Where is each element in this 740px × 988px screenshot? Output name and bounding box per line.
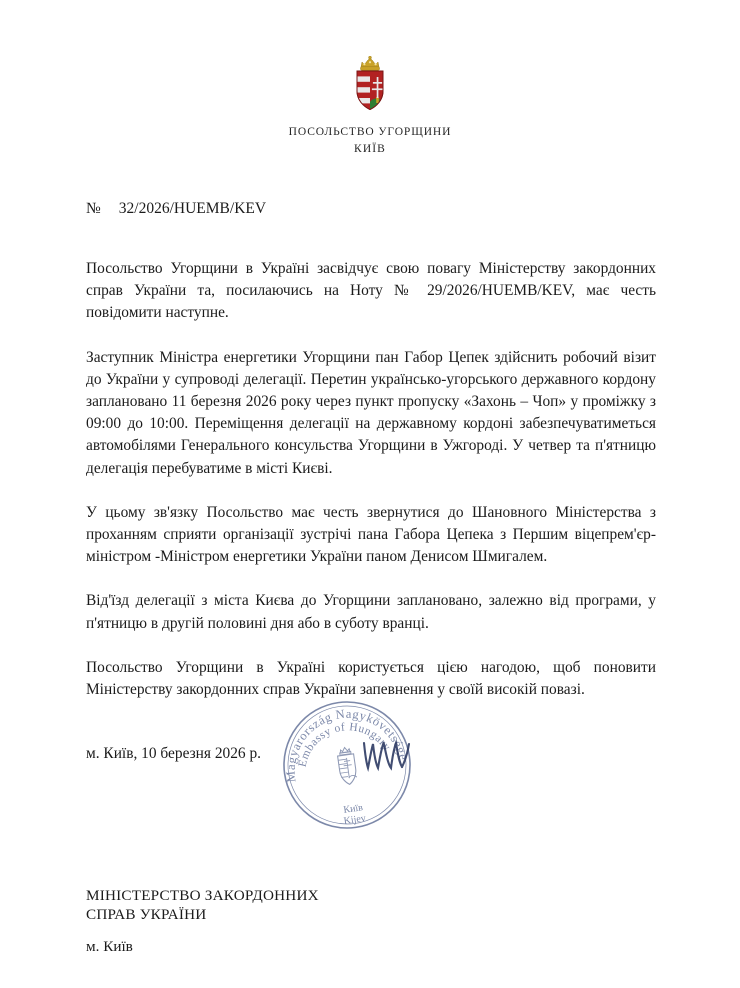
letterhead (0, 56, 740, 157)
reference-number (86, 200, 266, 218)
seal-city-hungarian: Kijev (342, 812, 367, 827)
embassy-seal-stamp (276, 694, 418, 836)
date-line: м. Київ, 10 березня 2026 р. (86, 745, 262, 762)
svg-text:Magyarország Nagykövetsége (276, 699, 412, 784)
seal-text-outer: Magyarország Nagykövetsége (283, 706, 411, 783)
body-paragraph-3: У цьому зв'язку Посольство має честь звернутися до Шановного Міністерства з проханням сприяти організації зустрічі пана Габора Цепека з Першим віцепрем'єр-міністром -Міністром енергетики України паном Денисом Шмигалем. (86, 503, 656, 566)
letterhead-organization: ПОСОЛЬСТВО УГОРЩИНИ (288, 126, 452, 138)
addressee-organization-line-2: СПРАВ УКРАЇНИ (86, 906, 207, 923)
svg-text:Embassy of Hungary (291, 715, 394, 770)
body-paragraph-5: Посольство Угорщини в Україні користується цією нагодою, щоб поновити Міністерству закордонних справ України запевнення у своїй високій повазі. (86, 658, 656, 699)
addressee-city: м. Київ (86, 938, 133, 955)
reference-number-value: 32/2026/HUEMB/KEV (118, 200, 267, 217)
addressee-organization-line-1: МІНІСТЕРСТВО ЗАКОРДОННИХ (86, 887, 319, 904)
hungary-coat-of-arms-icon (348, 56, 392, 112)
letterhead-city: КИЇВ (354, 142, 386, 155)
seal-text-inner: Embassy of Hungary (296, 721, 393, 769)
seal-city-ukrainian: Київ (342, 802, 364, 816)
body-paragraph-1: Посольство Угорщини в Україні засвідчує свою повагу Міністерству закордонних справ України та, посилаючись на Ноту № 29/2026/HUEMB/KEV, має честь повідомити наступне. (86, 260, 656, 322)
addressee-block (86, 886, 506, 956)
body-paragraph-2: Заступник Міністра енергетики Угорщини пан Габор Цепек здійснить робочий візит до України у супроводі делегації. Перетин українсько-угорського державного кордону заплановано 11 березня 2026 року через пункт пропуску «Захонь – Чоп» у проміжку з 09:00 до 10:00. Переміщення делегації на державному кордоні забезпечуватиметься автомобілями Генерального консульства Угорщини в Ужгороді. У четвер та п'ятницю делегація перебуватиме в місті Києві. (86, 348, 656, 477)
document-body (86, 258, 656, 701)
handwritten-signature (360, 735, 414, 779)
number-sign-icon: № (86, 200, 101, 217)
body-paragraph-4: Від'їзд делегації з міста Києва до Угорщини заплановано, залежно від програми, у п'ятницю в другій половині дня або в суботу вранці. (86, 592, 656, 632)
